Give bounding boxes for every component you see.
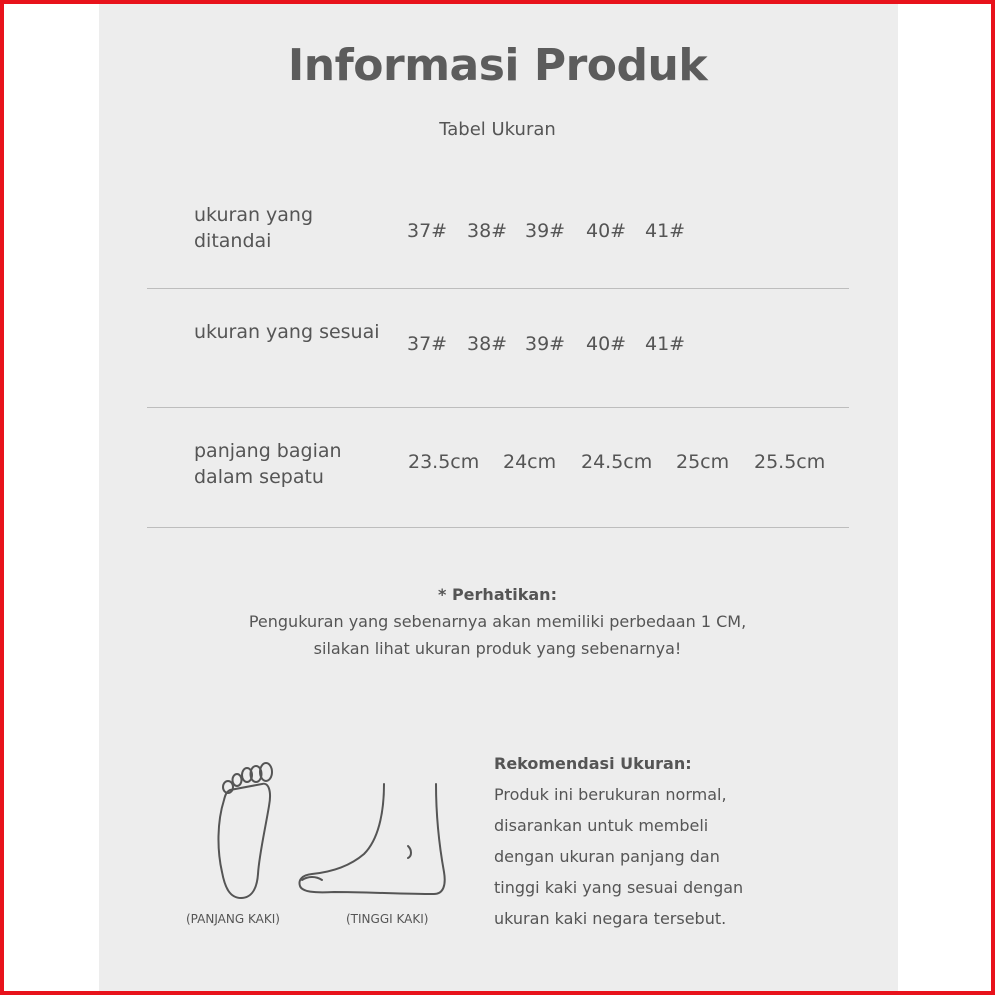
table-cell: 37#	[407, 220, 448, 242]
table-cell: 25.5cm	[754, 451, 826, 473]
recommendation-line: dengan ukuran panjang dan	[494, 847, 720, 866]
size-table-title: Tabel Ukuran	[439, 119, 556, 140]
table-cell: 37#	[407, 333, 448, 355]
row-divider	[147, 407, 849, 408]
notice-text: silakan lihat ukuran produk yang sebenarnya!	[313, 639, 682, 658]
table-cell: 41#	[645, 333, 686, 355]
notice-heading: * Perhatikan:	[438, 585, 557, 604]
foot-length-caption: (PANJANG KAKI)	[186, 912, 280, 926]
foot-sole-outline-icon	[210, 760, 280, 902]
row-label-marked-size: ukuran yang ditandai	[194, 204, 314, 252]
table-cell: 38#	[467, 333, 508, 355]
row-label-inner-length: panjang bagian dalam sepatu	[194, 440, 342, 488]
row-divider	[147, 288, 849, 289]
table-cell: 23.5cm	[408, 451, 480, 473]
page-title: Informasi Produk	[287, 40, 708, 91]
table-cell: 41#	[645, 220, 686, 242]
table-cell: 40#	[586, 220, 627, 242]
foot-height-caption: (TINGGI KAKI)	[346, 912, 429, 926]
recommendation-line: disarankan untuk membeli	[494, 816, 709, 835]
notice-text: Pengukuran yang sebenarnya akan memiliki perbedaan 1 CM,	[248, 612, 747, 631]
table-cell: 39#	[525, 333, 566, 355]
recommendation-heading: Rekomendasi Ukuran:	[494, 754, 692, 773]
foot-side-outline-icon	[294, 780, 450, 900]
table-cell: 39#	[525, 220, 566, 242]
table-cell: 40#	[586, 333, 627, 355]
table-cell: 25cm	[676, 451, 730, 473]
recommendation-line: Produk ini berukuran normal,	[494, 785, 727, 804]
row-label-fitting-size: ukuran yang sesuai	[194, 321, 380, 343]
table-cell: 38#	[467, 220, 508, 242]
row-divider	[147, 527, 849, 528]
recommendation-line: ukuran kaki negara tersebut.	[494, 909, 727, 928]
table-cell: 24.5cm	[581, 451, 653, 473]
table-cell: 24cm	[503, 451, 557, 473]
recommendation-line: tinggi kaki yang sesuai dengan	[494, 878, 744, 897]
